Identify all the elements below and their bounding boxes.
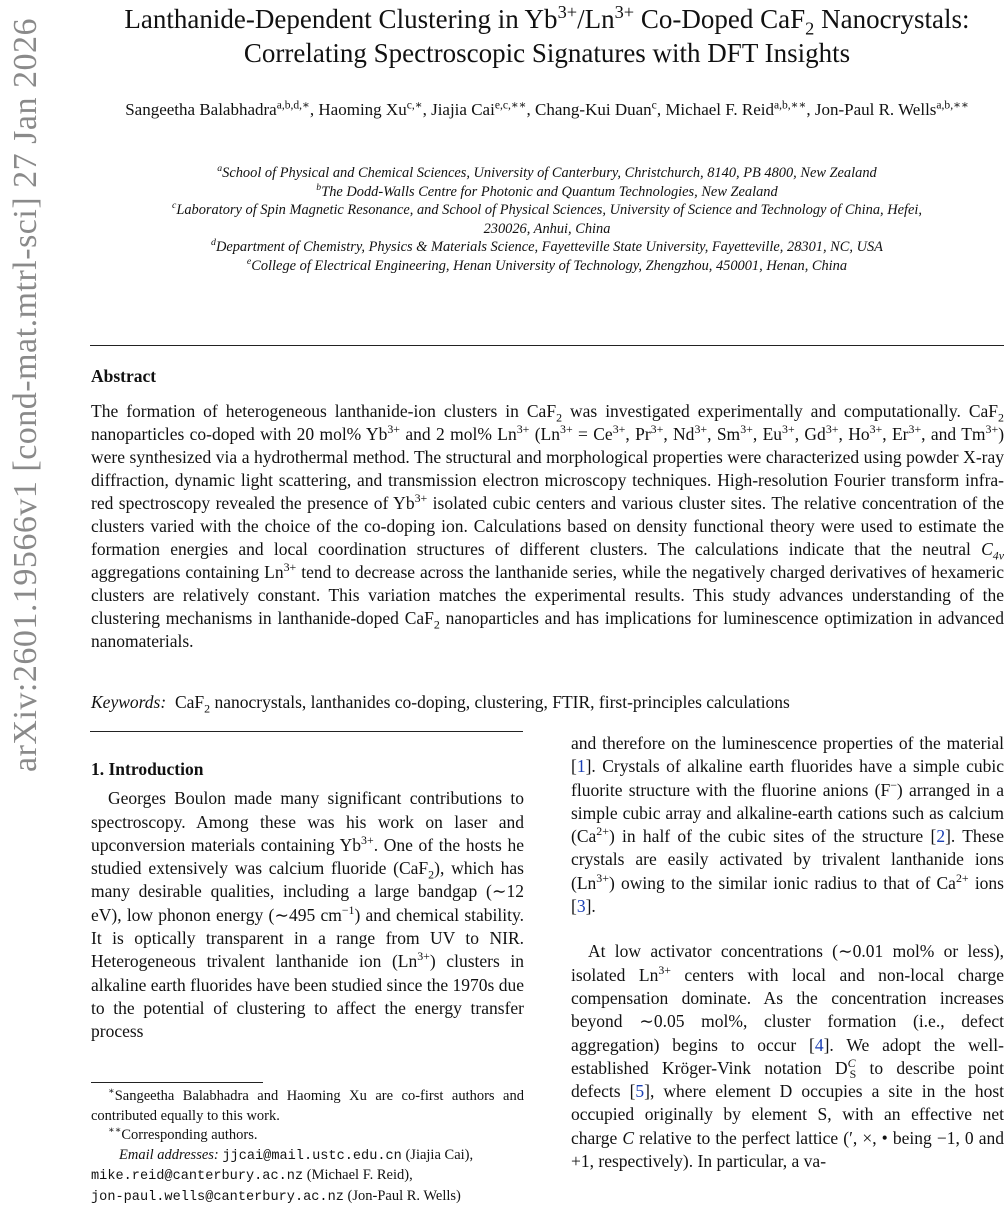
intro-paragraph-2: and therefore on the luminescence properties of the material [1]. Crystals of alkaline earth fluorides have a simple cubic fluorite structure with the fluorine anions (F−) arranged in a simple cubic array and alkaline-earth cations such as calcium $(Ca^{2+})$ in half of the cubic sites of the structure [2]. These crystals are easily activated by trivalent lanthanide ions $(Ln^{3+})$ owing to the similar ionic radius to that of $Ca^{2+}$ ions [3]. [571,733,1004,917]
citation-link[interactable]: 1 [576,756,586,777]
footnote-rule [91,1082,263,1083]
author: Michael F. Reid$^{a,b,∗∗}$, [665,98,815,119]
right-column [571,732,1004,1173]
abstract-top-rule [90,345,1004,346]
email-link[interactable]: jjcai@mail.ustc.edu.cn [222,1148,402,1164]
author: Jiajia Cai$^{e,c,∗∗}$, [431,98,536,119]
keywords: Keywords: CaF$_2$ nanocrystals, lanthanides co-doping, clustering, FTIR, first-principles calculations [91,692,790,716]
footnote-email-line: mike.reid@canterbury.ac.nz (Michael F. Reid), [91,1167,413,1185]
citation-link[interactable]: 2 [936,826,946,847]
affiliation-e: $^e$College of Electrical Engineering, Henan University of Technology, Zhengzhou, 450001, Henan, China [246,256,848,274]
footnote-corresponding: ∗∗Corresponding authors. [108,1125,258,1144]
footnote-emails: Email addresses: jjcai@mail.ustc.edu.cn (Jiajia Cai), [119,1146,474,1164]
author: Sangeetha Balabhadra$^{a,b,d,∗}$, [125,98,319,119]
kroger-vink-symbols: ′, ×, • [849,1127,888,1148]
affiliations [150,164,944,276]
footnote-email-line: jon-paul.wells@canterbury.ac.nz (Jon-Paul R. Wells) [91,1187,461,1205]
paper-title [90,2,1004,70]
affiliation-a: $^a$School of Physical and Chemical Sciences, University of Canterbury, Christchurch, 8140, PB 4800, New Zealand [217,163,877,181]
email-link[interactable]: jon-paul.wells@canterbury.ac.nz [91,1189,344,1205]
citation-link[interactable]: 4 [814,1034,824,1055]
abstract-body: The formation of heterogeneous lanthanide-ion clusters in CaF$_2$ was investigated experimentally and computationally. CaF$_2$ nanoparticles co-doped with 20 mol% $Yb^{3+}$ and 2 mol% $Ln^{3+}$ ($Ln^{3+} = Ce^{3+}$, $Pr^{3+}$, $Nd^{3+}$, $Sm^{3+}$, $Eu^{3+}$, $Gd^{3+}$, $Ho^{3+}$, $Er^{3+}$, and $Tm^{3+}$) were synthesized via a hydrothermal method. The structural and morphological properties were characterized using powder X-ray diffraction, dynamic light scattering, and transmission electron microscopy techniques. High-resolution Fourier transform infra-red spectroscopy revealed the presence of $Yb^{3+}$ isolated cubic centers and various cluster sites. The relative concentration of the clusters varied with the choice of the co-doping ion. Calculations based on density functional theory were used to estimate the formation energies and local coordination structures of different clusters. The calculations indicate that the neutral $C_{4v}$ aggregations containing $Ln^{3+}$ tend to decrease across the lanthanide series, while the negatively charged derivatives of hexameric clusters are relatively constant. This variation matches the experimental results. This study advances understanding of the clustering mechanisms in lanthanide-doped CaF$_2$ nanoparticles and has implications for luminescence optimization in advanced nanomaterials. [91,401,1004,651]
footnotes [91,1087,524,1208]
abstract-heading: Abstract [91,366,157,386]
author-list [100,99,994,121]
title-line-2: Correlating Spectroscopic Signatures with DFT Insights [243,38,851,68]
affiliation-c: $^c$Laboratory of Spin Magnetic Resonance, and School of Physical Sciences, University of Science and Technology of China, Hefei, 230026, Anhui, China [172,200,922,237]
left-column [91,758,524,1044]
email-link[interactable]: mike.reid@canterbury.ac.nz [91,1169,304,1185]
abstract-bottom-rule [90,731,523,732]
section-heading-introduction: 1. Introduction [91,759,204,779]
intro-paragraph-3: At low activator concentrations (∼0.01 mol% or less), isolated $Ln^{3+}$ centers with local and non-local charge compensation dominate. As the concentration increases beyond ∼0.05 mol%, cluster formation (i.e., defect aggregation) begins to occur [4]. We adopt the well-established Kröger-Vink notation $D^C_S$ to describe point defects [5], where element D occupies a site in the host occupied originally by element S, with an effective net charge C relative to the perfect lattice (′, ×, • being −1, 0 and +1, respectively). In particular, a va- [571,941,1004,1172]
footnote-cofirst: ∗Sangeetha Balabhadra and Haoming Xu are co-first authors and contributed equally to this work. [91,1086,524,1124]
author: Chang-Kui Duan$^c$, [535,98,666,119]
arxiv-sidebar-stamp [6,18,46,772]
author: Haoming $Xu^{c,∗}$, [318,98,432,119]
arxiv-id: arXiv:2601.19566v1 [cond-mat.mtrl-sci] 27 Jan 2026 [7,18,44,772]
affiliation-b: $^b$The Dodd-Walls Centre for Photonic and Quantum Technologies, New Zealand [316,181,778,200]
citation-link[interactable]: 3 [576,896,586,917]
author: Jon-Paul R. Wells$^{a,b,∗∗}$ [814,98,969,119]
keywords-label: Keywords: [91,692,167,712]
citation-link[interactable]: 5 [635,1081,645,1102]
affiliation-d: $^d$Department of Chemistry, Physics & Materials Science, Fayetteville State University, Fayetteville, 28301, NC, USA [211,237,883,256]
title-line-1: Lanthanide-Dependent Clustering in $Yb^{3+}/Ln^{3+}$ Co-Doped CaF$_2$ Nanocrystals: [124,2,970,39]
intro-paragraph-1: Georges Boulon made many significant contributions to spectroscopy. Among these was his work on laser and upconversion materials containing $Yb^{3+}$. One of the hosts he studied extensively was calcium fluoride (CaF$_2$), which has many desirable qualities, including a large bandgap (∼12 eV), low phonon energy (∼495 $cm^{-1}$) and chemical stability. It is optically transparent in a range from UV to NIR. Heterogeneous trivalent lanthanide ion $(Ln^{3+})$ clusters in alkaline earth fluorides have been studied since the 1970s due to the potential of clustering to affect the energy transfer process [91,788,524,1042]
